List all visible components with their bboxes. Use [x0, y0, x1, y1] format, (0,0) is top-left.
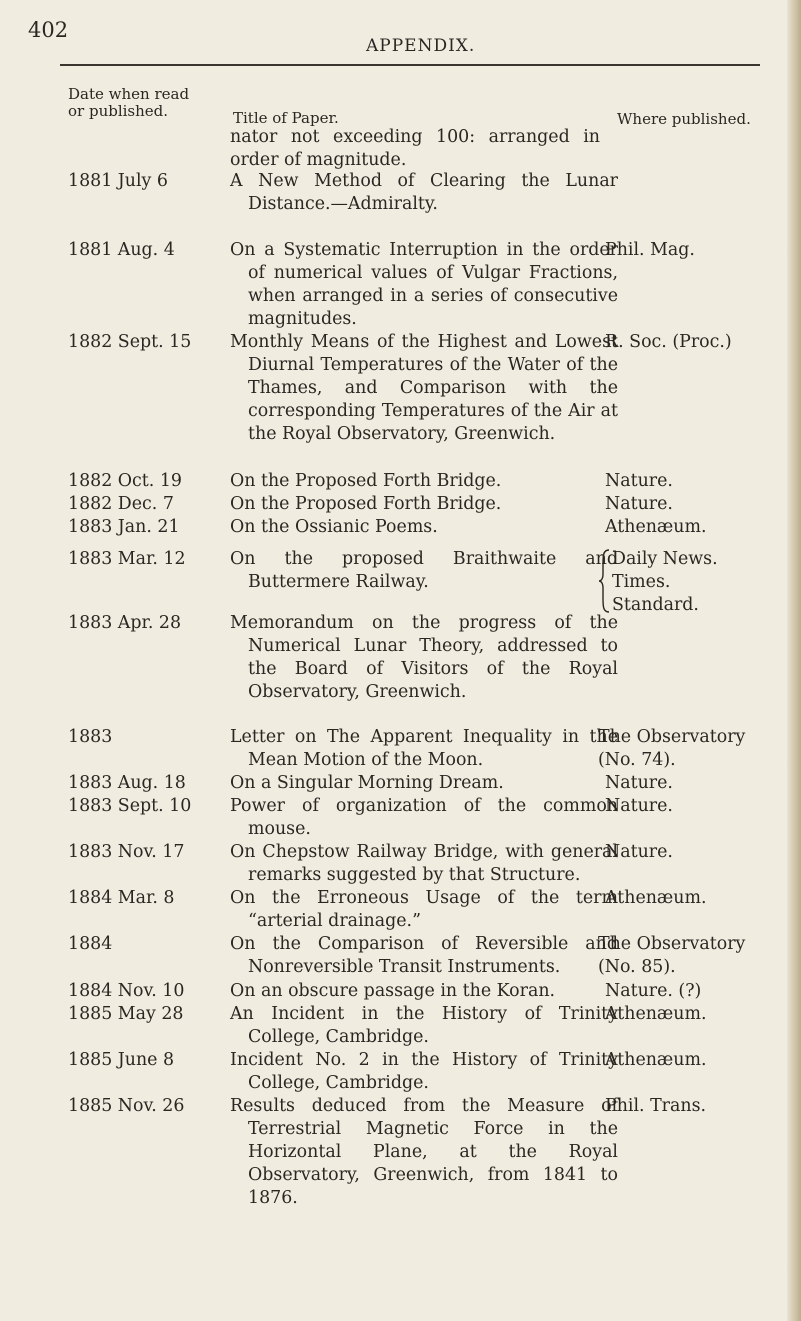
column-header-where: Where published. [617, 110, 751, 128]
entry-date: 1881 July 6 [68, 171, 168, 191]
brace-icon [598, 548, 610, 619]
entry-where: Nature. [605, 494, 673, 514]
entry-where: Nature. [605, 842, 673, 862]
column-header-date: Date when read or published. [68, 85, 190, 120]
entry-where: Athenæum. [605, 888, 707, 908]
entry-date: 1884 Mar. 8 [68, 888, 175, 908]
entry-date: 1884 Nov. 10 [68, 981, 185, 1001]
entry-where: Nature. (?) [605, 981, 702, 1001]
entry-where: R. Soc. (Proc.) [605, 332, 732, 352]
continuation-text: nator not exceeding 100: arranged in order of magnitude. [230, 127, 600, 171]
entry-date: 1883 Apr. 28 [68, 613, 182, 633]
entry-where: The Observatory (No. 85). [598, 934, 746, 978]
entry-title: On a Singular Morning Dream. [230, 773, 504, 793]
entry-date: 1883 Sept. 10 [68, 796, 192, 816]
entry-date: 1883 Aug. 18 [68, 773, 186, 793]
entry-date: 1882 Oct. 19 [68, 471, 182, 491]
entry-title: On the Proposed Forth Bridge. [230, 494, 502, 514]
entry-where: Athenæum. [605, 1004, 707, 1024]
entry-where: Daily News. [612, 549, 718, 569]
entry-date: 1883 [68, 727, 113, 747]
entry-date: 1882 Sept. 15 [68, 332, 192, 352]
entry-title: On the Proposed Forth Bridge. [230, 471, 502, 491]
entry-date: 1882 Dec. 7 [68, 494, 174, 514]
entry-date: 1883 Jan. 21 [68, 517, 180, 537]
entry-where: Nature. [605, 796, 673, 816]
entry-date: 1884 [68, 934, 113, 954]
entry-where: Phil. Mag. [605, 240, 695, 260]
entry-title: On a Systematic Interruption in the order of numerical values of Vulgar Fractions, when arranged in a series of consecutive magnitudes. [230, 240, 618, 330]
entry-where: Times. [612, 572, 671, 593]
entry-title: Power of organization of the common mouse. [230, 796, 618, 840]
page-edge [787, 0, 801, 1321]
entry-title: On an obscure passage in the Koran. [230, 981, 556, 1001]
entry-title: A New Method of Clearing the Lunar Distance.—Admiralty. [230, 171, 618, 215]
header-rule [60, 64, 760, 66]
entry-date: 1885 Nov. 26 [68, 1096, 185, 1116]
entry-date: 1885 May 28 [68, 1004, 184, 1024]
entry-title: Monthly Means of the Highest and Lowest Diurnal Temperatures of the Water of the Thames, and Comparison with the corresponding Temperatures of the Air at the Royal Observatory, Greenwich. [230, 332, 618, 445]
entry-date: 1883 Mar. 12 [68, 549, 186, 569]
entry-title: Results deduced from the Measure of Terrestrial Magnetic Force in the Horizontal Plane, at the Royal Observatory, Greenwich, from 1841 to 1876. [230, 1096, 618, 1209]
entry-date: 1885 June 8 [68, 1050, 175, 1070]
entry-title: On the Ossianic Poems. [230, 517, 438, 537]
page-number: 402 [28, 18, 69, 42]
column-header-title: Title of Paper. [233, 109, 339, 127]
entry-title: Incident No. 2 in the History of Trinity College, Cambridge. [230, 1050, 618, 1094]
running-head: APPENDIX. [366, 36, 476, 56]
entry-title: On Chepstow Railway Bridge, with general remarks suggested by that Structure. [230, 842, 618, 886]
entry-where: Nature. [605, 471, 673, 491]
entry-title: On the proposed Braithwaite and Buttermere Railway. [230, 549, 618, 593]
entry-title: On the Erroneous Usage of the term “arterial drainage.” [230, 888, 618, 932]
entry-title: On the Comparison of Reversible and Nonreversible Transit Instruments. [230, 934, 618, 978]
entry-title: An Incident in the History of Trinity College, Cambridge. [230, 1004, 618, 1048]
entry-where: Athenæum. [605, 1050, 707, 1070]
entry-where: Standard. [612, 595, 699, 616]
entry-where: Phil. Trans. [605, 1096, 707, 1116]
entry-date: 1883 Nov. 17 [68, 842, 185, 862]
entry-title: Memorandum on the progress of the Numerical Lunar Theory, addressed to the Board of Visitors of the Royal Observatory, Greenwich. [230, 613, 618, 703]
entry-date: 1881 Aug. 4 [68, 240, 175, 260]
entry-where: The Observatory (No. 74). [598, 727, 746, 771]
entry-where: Nature. [605, 773, 673, 793]
entry-where: Athenæum. [605, 517, 707, 537]
entry-title: Letter on The Apparent Inequality in the Mean Motion of the Moon. [230, 727, 618, 771]
